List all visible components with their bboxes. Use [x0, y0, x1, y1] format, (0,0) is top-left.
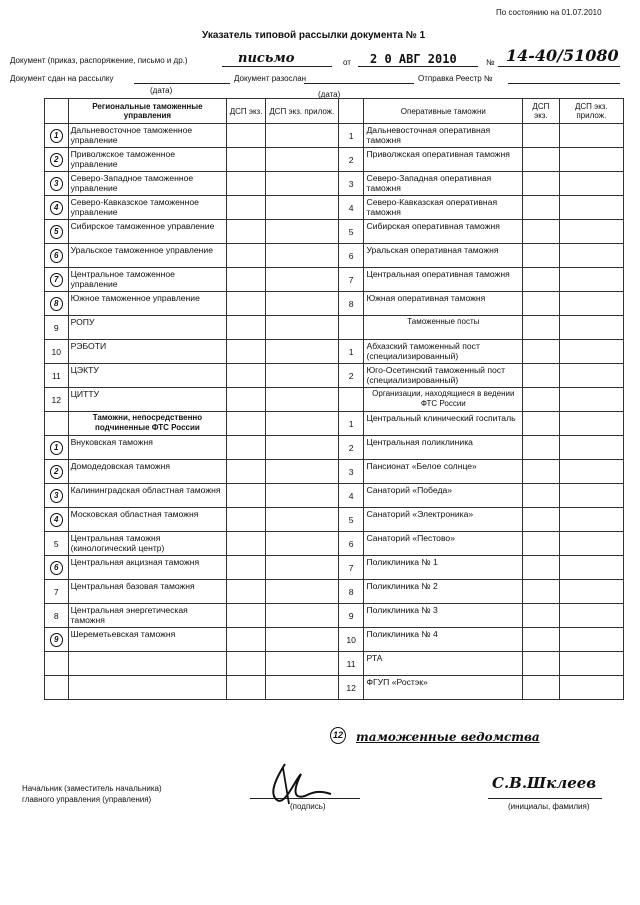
right-row-number: 6: [338, 244, 364, 268]
left-dsp-att-cell: [265, 388, 338, 412]
left-recipient: Внуковская таможня: [68, 436, 227, 460]
left-recipient: Южное таможенное управление: [68, 292, 227, 316]
left-recipient: РЭБОТИ: [68, 340, 227, 364]
right-row-number: [338, 316, 364, 340]
left-dsp-att-cell: [265, 556, 338, 580]
position-line1: Начальник (заместитель начальника): [22, 784, 162, 793]
table-row: [45, 316, 624, 340]
right-recipient: Поликлиника № 4: [364, 628, 523, 652]
left-dsp-att-cell: [265, 196, 338, 220]
left-row-number: [45, 244, 69, 268]
right-dsp-att-cell: [559, 580, 623, 604]
right-row-number: 7: [338, 556, 364, 580]
left-recipient: Таможни, непосредственно подчиненные ФТС России: [68, 412, 227, 436]
left-dsp-ex-cell: [227, 580, 266, 604]
left-recipient: ЦИТТУ: [68, 388, 227, 412]
table-row: [45, 460, 624, 484]
page-title: Указатель типовой рассылки документа № 1: [202, 30, 426, 41]
right-recipient: Санаторий «Победа»: [364, 484, 523, 508]
right-row-number: 1: [338, 412, 364, 436]
right-dsp-att-cell: [559, 436, 623, 460]
doc-type-handwritten: письмо: [238, 51, 295, 66]
left-recipient: Домодедовская таможня: [68, 460, 227, 484]
right-dsp-att-cell: [559, 508, 623, 532]
right-recipient: Северо-Кавказская оперативная таможня: [364, 196, 523, 220]
table-row: [45, 364, 624, 388]
right-dsp-ex-cell: [523, 484, 559, 508]
right-dsp-att-cell: [559, 388, 623, 412]
right-recipient: Санаторий «Электроника»: [364, 508, 523, 532]
table-row: [45, 340, 624, 364]
right-dsp-ex-cell: [523, 316, 559, 340]
left-dsp-ex-cell: [227, 340, 266, 364]
left-dsp-att-cell: [265, 580, 338, 604]
right-dsp-ex-cell: [523, 532, 559, 556]
left-recipient: Шереметьевская таможня: [68, 628, 227, 652]
left-row-number: 8: [45, 604, 69, 628]
left-dsp-ex-cell: [227, 460, 266, 484]
right-dsp-ex-cell: [523, 124, 559, 148]
left-dsp-att-cell: [265, 436, 338, 460]
left-dsp-ex-cell: [227, 292, 266, 316]
right-row-number: 5: [338, 508, 364, 532]
left-recipient: Калининградская областная таможня: [68, 484, 227, 508]
right-dsp-att-cell: [559, 124, 623, 148]
left-dsp-att-cell: [265, 316, 338, 340]
right-row-number: 12: [338, 676, 364, 700]
left-head-name: Региональные таможенные управления: [68, 99, 227, 124]
right-recipient: Уральская оперативная таможня: [364, 244, 523, 268]
table-row: [45, 652, 624, 676]
left-dsp-ex-cell: [227, 364, 266, 388]
right-recipient: Сибирская оперативная таможня: [364, 220, 523, 244]
circled-number: 7: [50, 273, 63, 287]
right-recipient: Центральная оперативная таможня: [364, 268, 523, 292]
right-recipient: Центральная поликлиника: [364, 436, 523, 460]
right-dsp-ex-cell: [523, 364, 559, 388]
right-recipient: Приволжская оперативная таможня: [364, 148, 523, 172]
right-dsp-att-cell: [559, 244, 623, 268]
right-dsp-att-cell: [559, 556, 623, 580]
right-row-number: 8: [338, 580, 364, 604]
right-recipient: Таможенные посты: [364, 316, 523, 340]
left-dsp-att-cell: [265, 412, 338, 436]
signature-scribble: [255, 760, 335, 808]
circled-number: 4: [50, 513, 63, 527]
left-row-number: [45, 124, 69, 148]
left-row-number: 5: [45, 532, 69, 556]
left-recipient: РОПУ: [68, 316, 227, 340]
left-recipient: Сибирское таможенное управление: [68, 220, 227, 244]
left-dsp-att-cell: [265, 172, 338, 196]
right-dsp-ex-cell: [523, 268, 559, 292]
right-recipient: Северо-Западная оперативная таможня: [364, 172, 523, 196]
right-row-number: 11: [338, 652, 364, 676]
left-recipient: ЦЭКТУ: [68, 364, 227, 388]
left-row-number: [45, 268, 69, 292]
left-dsp-att-cell: [265, 340, 338, 364]
doc-label: Документ (приказ, распоряжение, письмо и др.): [10, 56, 188, 65]
right-row-number: 2: [338, 364, 364, 388]
right-dsp-ex-cell: [523, 604, 559, 628]
left-dsp-ex-cell: [227, 388, 266, 412]
circle-12-mark: 12: [330, 727, 346, 744]
left-row-number: [45, 484, 69, 508]
table-row: [45, 604, 624, 628]
right-dsp-ex-cell: [523, 436, 559, 460]
name-handwritten: С.В.Шклеев: [492, 774, 597, 792]
right-dsp-att-cell: [559, 676, 623, 700]
right-recipient: ФГУП «Ростэк»: [364, 676, 523, 700]
right-dsp-ex-cell: [523, 580, 559, 604]
right-dsp-ex-cell: [523, 676, 559, 700]
right-row-number: 1: [338, 340, 364, 364]
right-dsp-att-cell: [559, 148, 623, 172]
right-row-number: 4: [338, 484, 364, 508]
left-row-number: [45, 412, 69, 436]
right-recipient: Поликлиника № 1: [364, 556, 523, 580]
table-row: [45, 292, 624, 316]
left-dsp-att-cell: [265, 220, 338, 244]
right-recipient: Центральный клинический госпиталь: [364, 412, 523, 436]
circled-number: 3: [50, 177, 63, 191]
left-recipient: Северо-Кавказское таможенное управление: [68, 196, 227, 220]
sent-label: Документ сдан на рассылку: [10, 74, 114, 83]
left-row-number: 7: [45, 580, 69, 604]
from-label: от: [343, 58, 351, 67]
right-row-number: 10: [338, 628, 364, 652]
left-row-number: [45, 628, 69, 652]
left-dsp-att-cell: [265, 460, 338, 484]
right-row-number: 2: [338, 436, 364, 460]
right-recipient: Юго-Осетинский таможенный пост (специализированный): [364, 364, 523, 388]
circled-number: 1: [50, 441, 63, 455]
left-dsp-ex-cell: [227, 652, 266, 676]
left-row-number: 10: [45, 340, 69, 364]
dispatched-date-label: (дата): [318, 90, 341, 99]
right-recipient: Санаторий «Пестово»: [364, 532, 523, 556]
left-dsp-ex-cell: [227, 532, 266, 556]
right-dsp-ex-cell: [523, 508, 559, 532]
left-row-number: [45, 172, 69, 196]
left-row-number: 12: [45, 388, 69, 412]
table-row: [45, 220, 624, 244]
circled-number: 6: [50, 249, 63, 263]
left-row-number: 11: [45, 364, 69, 388]
left-dsp-ex-cell: [227, 436, 266, 460]
left-recipient: Центральная энергетическая таможня: [68, 604, 227, 628]
right-row-number: 6: [338, 532, 364, 556]
right-dsp-ex-cell: [523, 244, 559, 268]
left-row-number: [45, 556, 69, 580]
right-row-number: 2: [338, 148, 364, 172]
right-row-number: 7: [338, 268, 364, 292]
right-head-dsp-ex: ДСП экз.: [523, 99, 559, 124]
left-row-number: [45, 220, 69, 244]
right-row-number: 4: [338, 196, 364, 220]
table-row: [45, 436, 624, 460]
left-dsp-att-cell: [265, 532, 338, 556]
left-dsp-att-cell: [265, 508, 338, 532]
handwritten-note: таможенные ведомства: [356, 730, 540, 744]
left-recipient: Дальневосточное таможенное управление: [68, 124, 227, 148]
left-dsp-att-cell: [265, 652, 338, 676]
left-dsp-ex-cell: [227, 676, 266, 700]
right-dsp-ex-cell: [523, 412, 559, 436]
right-row-number: 5: [338, 220, 364, 244]
table-row: [45, 412, 624, 436]
left-row-number: [45, 436, 69, 460]
right-dsp-ex-cell: [523, 460, 559, 484]
sign-label: (подпись): [290, 802, 326, 811]
table-row: [45, 172, 624, 196]
left-dsp-att-cell: [265, 676, 338, 700]
circled-number: 2: [50, 153, 63, 167]
table-row: [45, 556, 624, 580]
registry-label: Отправка Реестр №: [418, 74, 493, 83]
table-row: [45, 676, 624, 700]
right-row-number: 1: [338, 124, 364, 148]
left-recipient: Северо-Западное таможенное управление: [68, 172, 227, 196]
table-row: [45, 388, 624, 412]
left-dsp-ex-cell: [227, 124, 266, 148]
right-dsp-att-cell: [559, 628, 623, 652]
right-dsp-att-cell: [559, 532, 623, 556]
table-row: [45, 124, 624, 148]
doc-number-handwritten: 14-40/51080: [506, 46, 619, 65]
left-dsp-ex-cell: [227, 412, 266, 436]
table-row: [45, 244, 624, 268]
right-dsp-att-cell: [559, 292, 623, 316]
dispatched-label: Документ разослан: [234, 74, 307, 83]
left-row-number: [45, 292, 69, 316]
left-recipient: Центральная базовая таможня: [68, 580, 227, 604]
right-dsp-att-cell: [559, 268, 623, 292]
state-note: По состоянию на 01.07.2010: [496, 8, 602, 17]
left-row-number: [45, 652, 69, 676]
left-recipient: Центральная таможня (кинологический центр): [68, 532, 227, 556]
right-dsp-att-cell: [559, 196, 623, 220]
left-row-number: [45, 196, 69, 220]
circled-number: 5: [50, 225, 63, 239]
right-dsp-att-cell: [559, 484, 623, 508]
right-dsp-att-cell: [559, 364, 623, 388]
right-dsp-ex-cell: [523, 292, 559, 316]
right-row-number: [338, 388, 364, 412]
right-dsp-att-cell: [559, 604, 623, 628]
left-recipient: Приволжское таможенное управление: [68, 148, 227, 172]
left-dsp-att-cell: [265, 124, 338, 148]
right-row-number: 9: [338, 604, 364, 628]
left-head-dsp-ex: ДСП экз.: [227, 99, 266, 124]
left-recipient: Уральское таможенное управление: [68, 244, 227, 268]
right-head-dsp-att: ДСП экз. прилож.: [559, 99, 623, 124]
date-stamp: 2 0 АВГ 2010: [370, 52, 457, 66]
right-dsp-att-cell: [559, 460, 623, 484]
right-dsp-ex-cell: [523, 220, 559, 244]
circled-number: 2: [50, 465, 63, 479]
right-recipient: РТА: [364, 652, 523, 676]
right-recipient: Пансионат «Белое солнце»: [364, 460, 523, 484]
right-dsp-ex-cell: [523, 148, 559, 172]
right-row-number: 3: [338, 172, 364, 196]
left-dsp-ex-cell: [227, 244, 266, 268]
left-recipient: Центральное таможенное управление: [68, 268, 227, 292]
right-dsp-ex-cell: [523, 556, 559, 580]
right-recipient: Дальневосточная оперативная таможня: [364, 124, 523, 148]
left-dsp-att-cell: [265, 292, 338, 316]
left-dsp-ex-cell: [227, 268, 266, 292]
right-dsp-att-cell: [559, 340, 623, 364]
left-dsp-att-cell: [265, 604, 338, 628]
right-recipient: Поликлиника № 3: [364, 604, 523, 628]
left-dsp-att-cell: [265, 484, 338, 508]
right-dsp-ex-cell: [523, 652, 559, 676]
sent-date-label: (дата): [150, 86, 173, 95]
position-line2: главного управления (управления): [22, 795, 152, 804]
left-dsp-ex-cell: [227, 604, 266, 628]
left-dsp-att-cell: [265, 268, 338, 292]
left-dsp-att-cell: [265, 148, 338, 172]
circled-number: 3: [50, 489, 63, 503]
table-row: [45, 148, 624, 172]
right-dsp-att-cell: [559, 652, 623, 676]
table-row: [45, 508, 624, 532]
left-dsp-ex-cell: [227, 508, 266, 532]
right-dsp-att-cell: [559, 412, 623, 436]
circled-number: 6: [50, 561, 63, 575]
left-dsp-ex-cell: [227, 196, 266, 220]
right-dsp-att-cell: [559, 316, 623, 340]
table-row: [45, 268, 624, 292]
left-head-dsp-att: ДСП экз. прилож.: [265, 99, 338, 124]
left-dsp-att-cell: [265, 364, 338, 388]
left-dsp-ex-cell: [227, 148, 266, 172]
right-dsp-ex-cell: [523, 388, 559, 412]
right-dsp-ex-cell: [523, 628, 559, 652]
circled-number: 1: [50, 129, 63, 143]
table-header-row: [45, 99, 624, 124]
circled-number: 8: [50, 297, 63, 311]
left-row-number: [45, 148, 69, 172]
left-dsp-ex-cell: [227, 316, 266, 340]
table-row: [45, 196, 624, 220]
left-dsp-ex-cell: [227, 484, 266, 508]
table-row: [45, 580, 624, 604]
left-row-number: [45, 508, 69, 532]
left-recipient: [68, 676, 227, 700]
left-recipient: Московская областная таможня: [68, 508, 227, 532]
left-dsp-ex-cell: [227, 556, 266, 580]
distribution-table: [44, 98, 624, 700]
right-row-number: 3: [338, 460, 364, 484]
name-label: (инициалы, фамилия): [508, 802, 590, 811]
left-recipient: Центральная акцизная таможня: [68, 556, 227, 580]
circled-number: 4: [50, 201, 63, 215]
left-dsp-ex-cell: [227, 220, 266, 244]
right-recipient: Абхазский таможенный пост (специализированный): [364, 340, 523, 364]
right-head-name: Оперативные таможни: [364, 99, 523, 124]
right-recipient: Поликлиника № 2: [364, 580, 523, 604]
right-dsp-ex-cell: [523, 172, 559, 196]
right-dsp-ex-cell: [523, 196, 559, 220]
left-row-number: [45, 460, 69, 484]
left-dsp-att-cell: [265, 628, 338, 652]
right-row-number: 8: [338, 292, 364, 316]
table-row: [45, 484, 624, 508]
table-row: [45, 628, 624, 652]
right-dsp-att-cell: [559, 220, 623, 244]
right-dsp-ex-cell: [523, 340, 559, 364]
table-row: [45, 532, 624, 556]
left-dsp-ex-cell: [227, 628, 266, 652]
left-row-number: 9: [45, 316, 69, 340]
right-recipient: Южная оперативная таможня: [364, 292, 523, 316]
num-label: №: [486, 58, 495, 67]
left-recipient: [68, 652, 227, 676]
left-dsp-att-cell: [265, 244, 338, 268]
circled-number: 9: [50, 633, 63, 647]
right-dsp-att-cell: [559, 172, 623, 196]
left-row-number: [45, 676, 69, 700]
left-dsp-ex-cell: [227, 172, 266, 196]
right-recipient: Организации, находящиеся в ведении ФТС России: [364, 388, 523, 412]
